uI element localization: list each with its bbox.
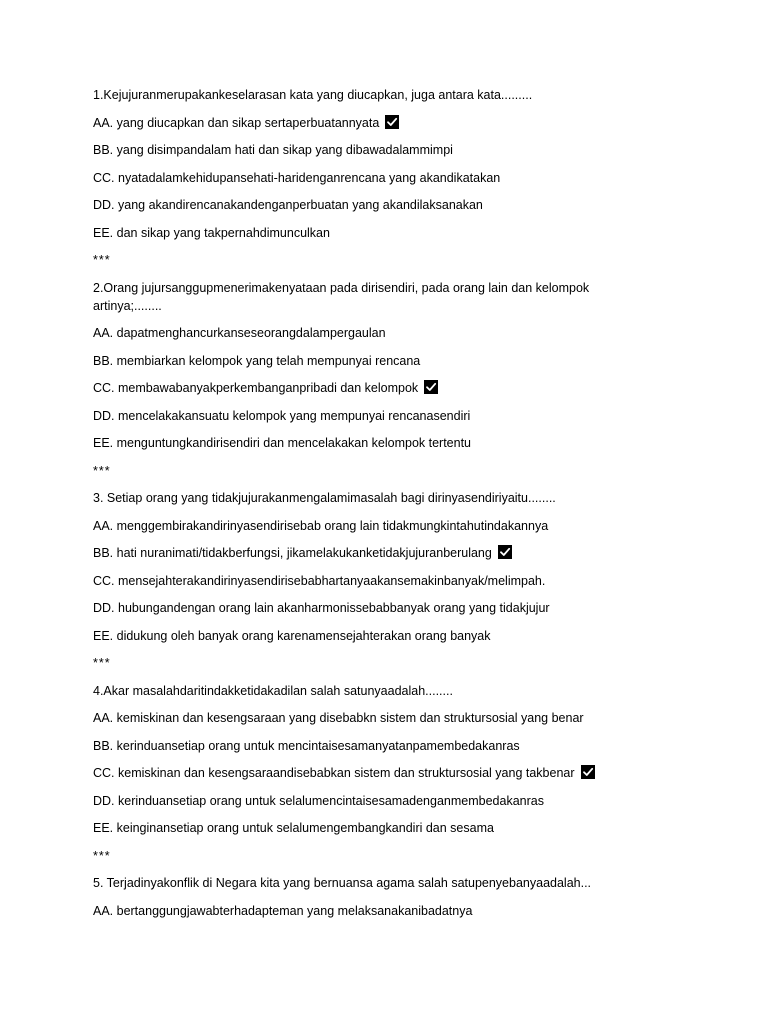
- answer-option: CC. nyatadalamkehidupansehati-haridenganrencana yang akandikatakan: [93, 170, 501, 185]
- question-text: 4.Akar masalahdaritindakketidakadilan salah satunyaadalah........: [93, 683, 453, 698]
- question-text: 3. Setiap orang yang tidakjujurakanmengalamimasalah bagi dirinyasendiriyaitu........: [93, 491, 556, 505]
- question-4: [93, 682, 733, 865]
- answer-option-label: AA. yang diucapkan dan sikap sertaperbuatannyata: [93, 115, 380, 130]
- answer-option: CC. mensejahterakandirinyasendirisebabhartanyaakansemakinbanyak/melimpah.: [93, 573, 546, 588]
- question-text: 2.Orang jujursanggupmenerimakenyataan pada dirisendiri, pada orang lain dan kelompok artinya;........: [93, 280, 590, 313]
- answer-option: BB. kerinduansetiap orang untuk mencintaisesamanyatanpamembedakanras: [93, 738, 520, 753]
- question-text: 5. Terjadinyakonflik di Negara kita yang bernuansa agama salah satupenyebanyaadalah...: [93, 876, 592, 890]
- answer-option: AA. menggembirakandirinyasendirisebab orang lain tidakmungkintahutindakannya: [93, 518, 549, 533]
- answer-option: AA. kemiskinan dan kesengsaraan yang disebabkn sistem dan struktursosial yang benar: [93, 711, 584, 725]
- answer-option-label: BB. hati nuranimati/tidakberfungsi, jikamelakukanketidakjujuranberulang: [93, 546, 492, 560]
- checkmark-box-icon: [581, 765, 595, 779]
- separator: ***: [93, 848, 111, 863]
- answer-option: DD. kerinduansetiap orang untuk selalumencintaisesamadenganmembedakanras: [93, 793, 544, 808]
- answer-option: AA. bertanggungjawabterhadapteman yang melaksanakanibadatnya: [93, 903, 473, 918]
- checkmark-box-icon: [424, 380, 438, 394]
- answer-option: EE. didukung oleh banyak orang karenamensejahterakan orang banyak: [93, 628, 491, 643]
- answer-option-label: CC. membawabanyakperkembanganpribadi dan kelompok: [93, 381, 419, 395]
- separator: ***: [93, 656, 111, 670]
- answer-option: BB. membiarkan kelompok yang telah mempunyai rencana: [93, 353, 421, 368]
- answer-option: [93, 379, 733, 397]
- answer-option-label: CC. kemiskinan dan kesengsaraandisebabkan sistem dan struktursosial yang takbenar: [93, 766, 575, 780]
- question-2: [93, 279, 733, 480]
- answer-option: AA. dapatmenghancurkanseseorangdalampergaulan: [93, 326, 386, 340]
- checkmark-box-icon: [498, 545, 512, 559]
- answer-option: EE. dan sikap yang takpernahdimunculkan: [93, 225, 330, 240]
- question-5: [93, 874, 733, 920]
- answer-option: EE. menguntungkandirisendiri dan mencelakakan kelompok tertentu: [93, 436, 472, 450]
- document-page: [93, 86, 733, 929]
- question-text: 1.Kejujuranmerupakankeselarasan kata yang diucapkan, juga antara kata.........: [93, 88, 533, 102]
- answer-option: [93, 544, 733, 562]
- checkmark-box-icon: [385, 115, 399, 129]
- question-1: [93, 86, 733, 269]
- answer-option: DD. yang akandirencanakandenganperbuatan yang akandilaksanakan: [93, 198, 483, 212]
- answer-option: DD. mencelakakansuatu kelompok yang mempunyai rencanasendiri: [93, 408, 471, 423]
- answer-option: BB. yang disimpandalam hati dan sikap yang dibawadalammimpi: [93, 143, 453, 157]
- answer-option: [93, 764, 733, 782]
- answer-option: DD. hubungandengan orang lain akanharmonissebabbanyak orang yang tidakjujur: [93, 601, 550, 615]
- question-3: [93, 489, 733, 672]
- answer-option: [93, 114, 733, 132]
- answer-option: EE. keinginansetiap orang untuk selalumengembangkandiri dan sesama: [93, 821, 494, 835]
- separator: ***: [93, 253, 111, 267]
- separator: ***: [93, 463, 111, 478]
